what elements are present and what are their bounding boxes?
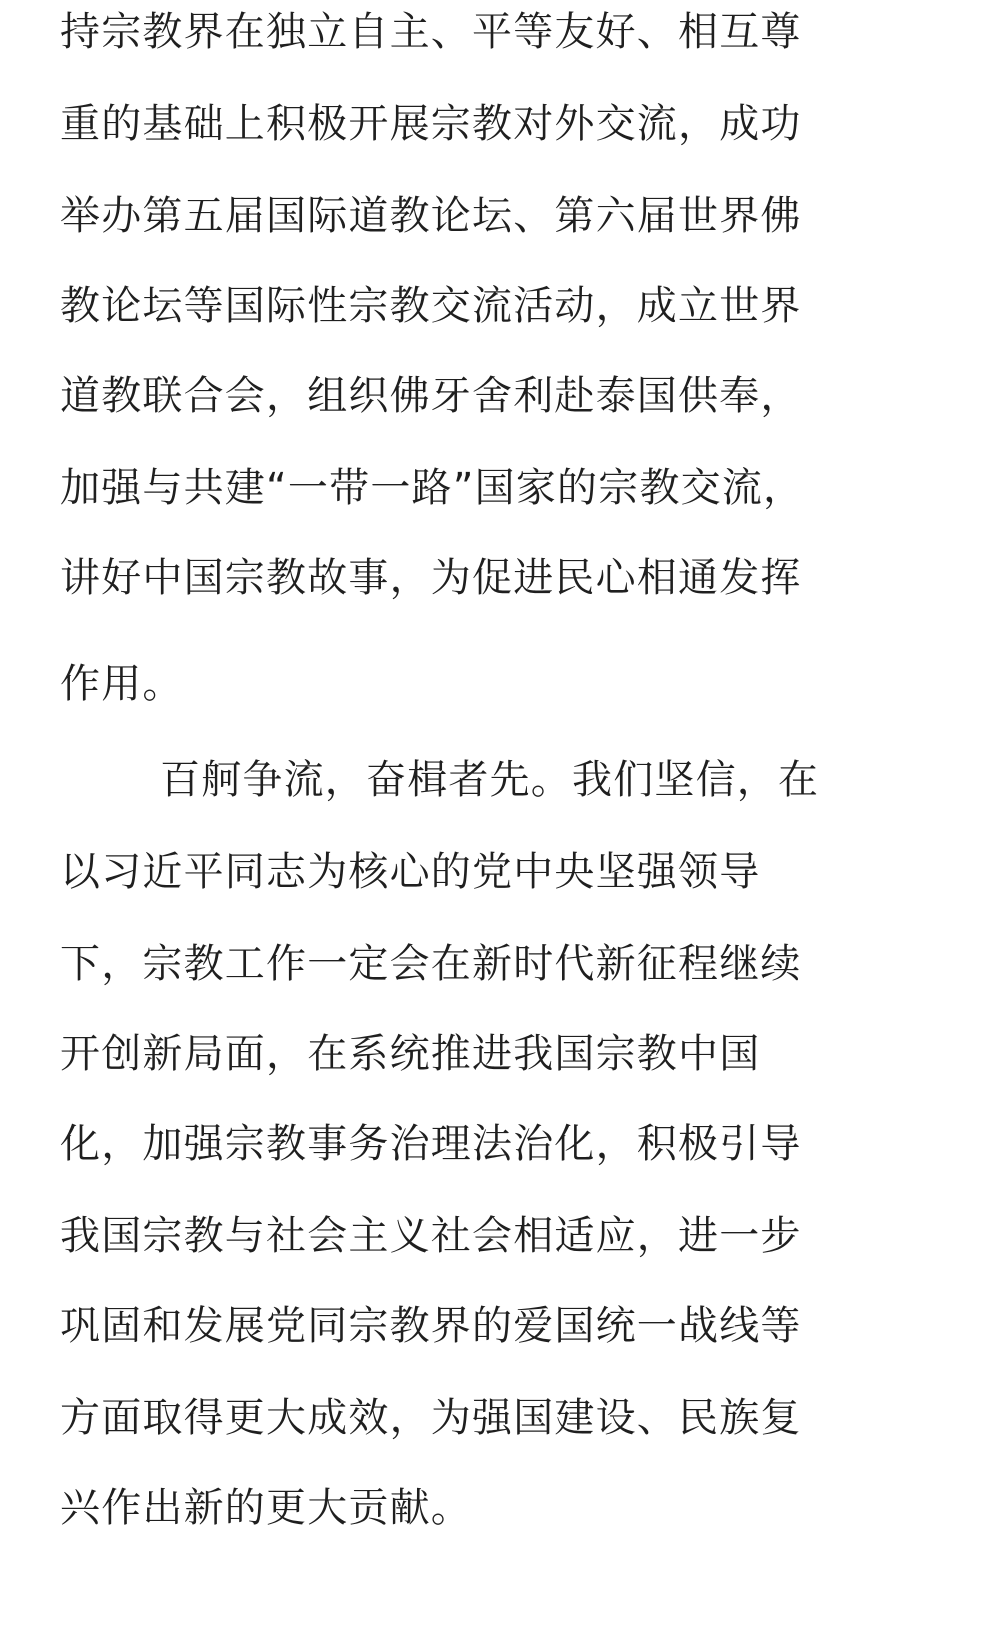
paragraph-2-line-1: 百舸争流，奋楫者先。我们坚信，在 [160,757,820,803]
paragraph-2-line-7: 巩固和发展党同宗教界的爱国统一战线等 [60,1303,802,1349]
paragraph-2-line-6: 我国宗教与社会主义社会相适应，进一步 [60,1213,802,1259]
paragraph-1-line-8: 作用。 [60,661,184,707]
paragraph-1-line-1: 持宗教界在独立自主、平等友好、相互尊 [60,9,802,55]
paragraph-2-line-5: 化，加强宗教事务治理法治化，积极引导 [60,1121,802,1167]
paragraph-1-line-7: 讲好中国宗教故事，为促进民心相通发挥 [60,555,802,601]
paragraph-1-line-3: 举办第五届国际道教论坛、第六届世界佛 [60,193,802,239]
paragraph-1-line-5: 道教联合会，组织佛牙舍利赴泰国供奉， [60,373,802,419]
paragraph-2-line-3: 下，宗教工作一定会在新时代新征程继续 [60,941,802,987]
paragraph-1-line-6: 加强与共建“一带一路”国家的宗教交流， [60,465,805,511]
paragraph-1-line-4: 教论坛等国际性宗教交流活动，成立世界 [60,283,802,329]
paragraph-2-line-8: 方面取得更大成效，为强国建设、民族复 [60,1395,802,1441]
paragraph-2-line-9: 兴作出新的更大贡献。 [60,1485,472,1531]
paragraph-1-line-2: 重的基础上积极开展宗教对外交流，成功 [60,101,802,147]
paragraph-2-line-4: 开创新局面，在系统推进我国宗教中国 [60,1031,761,1077]
paragraph-2-line-2: 以习近平同志为核心的党中央坚强领导 [60,849,761,895]
